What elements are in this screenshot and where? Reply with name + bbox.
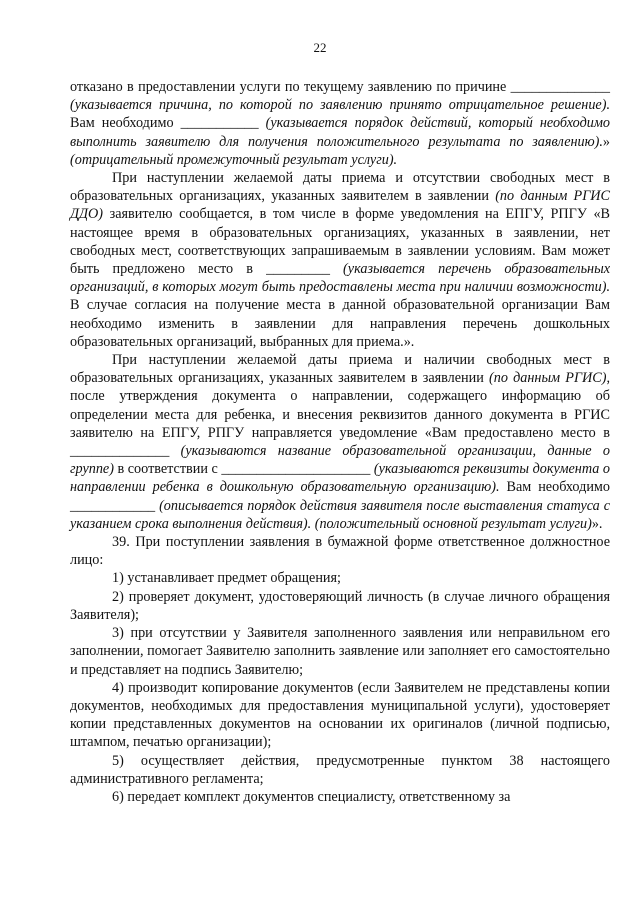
list-item [70,752,610,788]
italic-text: (по данным РГИС ДДО) [70,188,610,223]
paragraph [70,351,610,533]
text: В случае согласия на получение места в данной образовательной организации Вам необходимо изменить в заявлении для направления перечень дошкольных образовательных организаций, выбранных для приема.». [70,297,610,350]
italic-text: (указывается порядок действий, который необходимо выполнить заявителю для получения положительного результата по заявлению). [70,115,610,150]
text: При наступлении желаемой даты приема и отсутствии свободных мест в образовательных организациях, указанных заявителем в заявлении [70,170,610,205]
list-item [70,569,610,587]
text: При наступлении желаемой даты приема и наличии свободных мест в образовательных организациях, указанных заявителем в заявлении [70,352,610,387]
page-number: 22 [313,40,327,55]
text: » [602,133,610,150]
text: 3) при отсутствии у Заявителя заполненного заявления или неправильном его заполнении, помогает Заявителю заполнить заявление или заполняет его самостоятельно и представляет на подпись Заявителю; [70,625,610,678]
text: в соответствии с _____________________ [113,461,374,478]
text: 1) устанавливает предмет обращения; [112,570,341,587]
list-item [70,588,610,624]
text: 5) осуществляет действия, предусмотренные пунктом 38 настоящего административного регламента; [70,752,610,787]
text: , после утверждения документа о направлении, содержащего информацию об определении места для ребенка, и внесения реквизитов данного документа в РГИС заявителю на ЕПГУ, РПГУ направляется уведомление «Вам предоставлено место в ______________ [70,370,610,460]
italic-text: (указывается перечень образовательных организаций, в которых могут быть предоставлены места при наличии возможности). [70,261,610,296]
italic-text: (положительный основной результат услуги) [314,515,592,532]
text: Вам необходимо ___________ [70,115,266,132]
italic-text: (отрицательный промежуточный результат услуги). [70,151,398,168]
italic-text: (указываются реквизиты документа о направлении ребенка в дошкольную образовательную организацию). [70,461,610,496]
paragraph [70,533,610,569]
list-item [70,679,610,752]
text: 6) передает комплект документов специалисту, ответственному за [112,788,511,805]
text: Вам необходимо ____________ [70,479,610,514]
text: 2) проверяет документ, удостоверяющий личность (в случае личного обращения Заявителя); [70,588,610,623]
text: отказано в предоставлении услуги по текущему заявлению по причине ______________ [70,79,610,95]
italic-text: (указывается причина, по которой по заявлению принято отрицательное решение). [70,97,610,114]
text: 39. При поступлении заявления в бумажной форме ответственное должностное лицо: [70,534,610,569]
paragraph [70,169,610,351]
italic-text: (описывается порядок действия заявителя после выставления статуса с указанием срока выполнения действия). [70,497,610,532]
text: 4) производит копирование документов (если Заявителем не представлены копии документов, необходимых для предоставления муниципальной услуги), удостоверяет копии представленных документов на основании их оригиналов (личной подписью, штампом, печатью организации); [70,679,610,751]
list-item [70,788,610,806]
italic-text: (по данным РГИС) [489,370,607,387]
list-item [70,624,610,679]
text: заявителю сообщается, в том числе в форме уведомления на ЕПГУ, РПГУ «В настоящее время в образовательных организациях, указанных в заявлении, нет свободных мест, соответствующих запрашиваемым в заявлении условиям. Вам может быть предложено место в _________ [70,206,610,278]
paragraph [70,78,610,169]
document-body [70,78,610,806]
text: ». [591,515,603,532]
italic-text: (указываются название образовательной организации, данные о группе) [70,443,610,478]
